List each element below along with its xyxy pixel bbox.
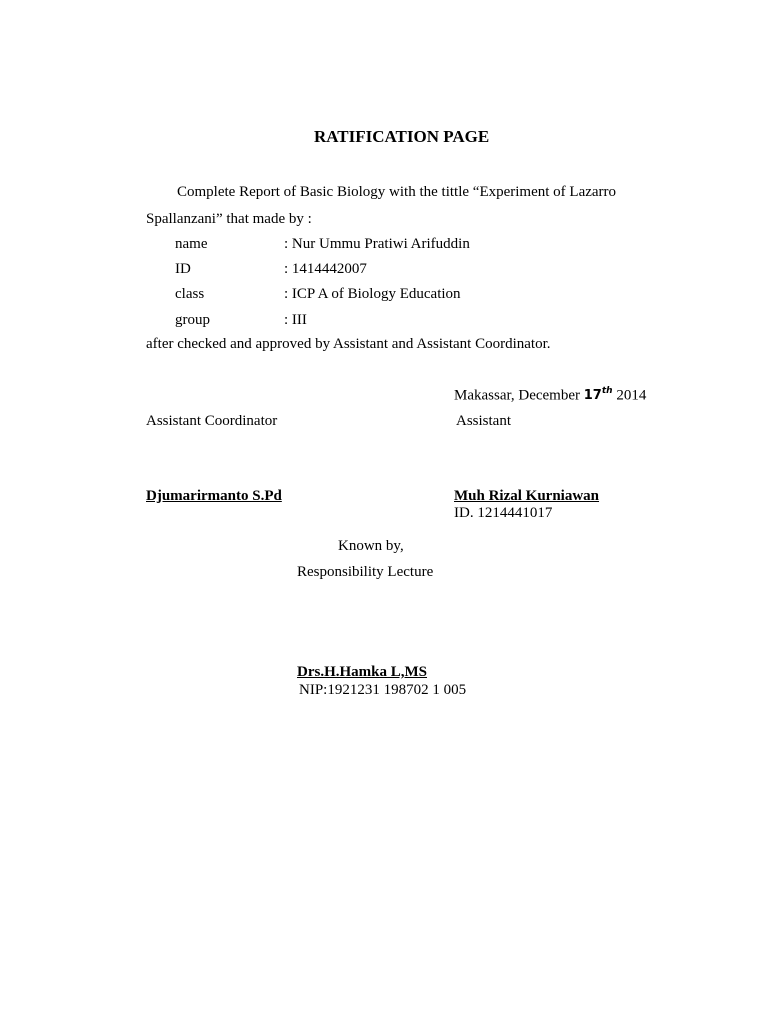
- field-label-group: group: [175, 312, 210, 328]
- field-value-class: : ICP A of Biology Education: [284, 286, 461, 302]
- date-line: [454, 388, 646, 403]
- assistant-role: Assistant: [456, 413, 512, 429]
- date-place-month: Makassar, December: [454, 387, 581, 404]
- date-day-number: 17: [583, 388, 602, 404]
- field-label-class: class: [175, 286, 205, 302]
- page-title: RATIFICATION PAGE: [314, 127, 490, 146]
- date-day-suffix: th: [601, 386, 613, 396]
- assistant-id: ID. 1214441017: [454, 505, 553, 521]
- lecturer-nip: NIP:1921231 198702 1 005: [299, 682, 467, 698]
- intro-line-2: Spallanzani” that made by :: [146, 211, 312, 227]
- intro-line-1: Complete Report of Basic Biology with the tittle “Experiment of Lazarro: [177, 184, 617, 200]
- coordinator-name: Djumarirmanto S.Pd: [146, 488, 282, 504]
- responsibility-lecture: Responsibility Lecture: [297, 564, 434, 580]
- date-day: [584, 388, 613, 403]
- date-year: 2014: [616, 387, 647, 404]
- coordinator-role: Assistant Coordinator: [146, 413, 278, 429]
- approval-text: after checked and approved by Assistant and Assistant Coordinator.: [146, 336, 551, 352]
- field-value-group: : III: [284, 312, 307, 328]
- field-label-id: ID: [175, 261, 191, 277]
- lecturer-name: Drs.H.Hamka L,MS: [297, 664, 428, 680]
- field-value-name: : Nur Ummu Pratiwi Arifuddin: [284, 236, 470, 252]
- assistant-name: Muh Rizal Kurniawan: [454, 488, 600, 504]
- known-by-label: Known by,: [338, 538, 404, 554]
- field-label-name: name: [175, 236, 208, 252]
- field-value-id: : 1414442007: [284, 261, 367, 277]
